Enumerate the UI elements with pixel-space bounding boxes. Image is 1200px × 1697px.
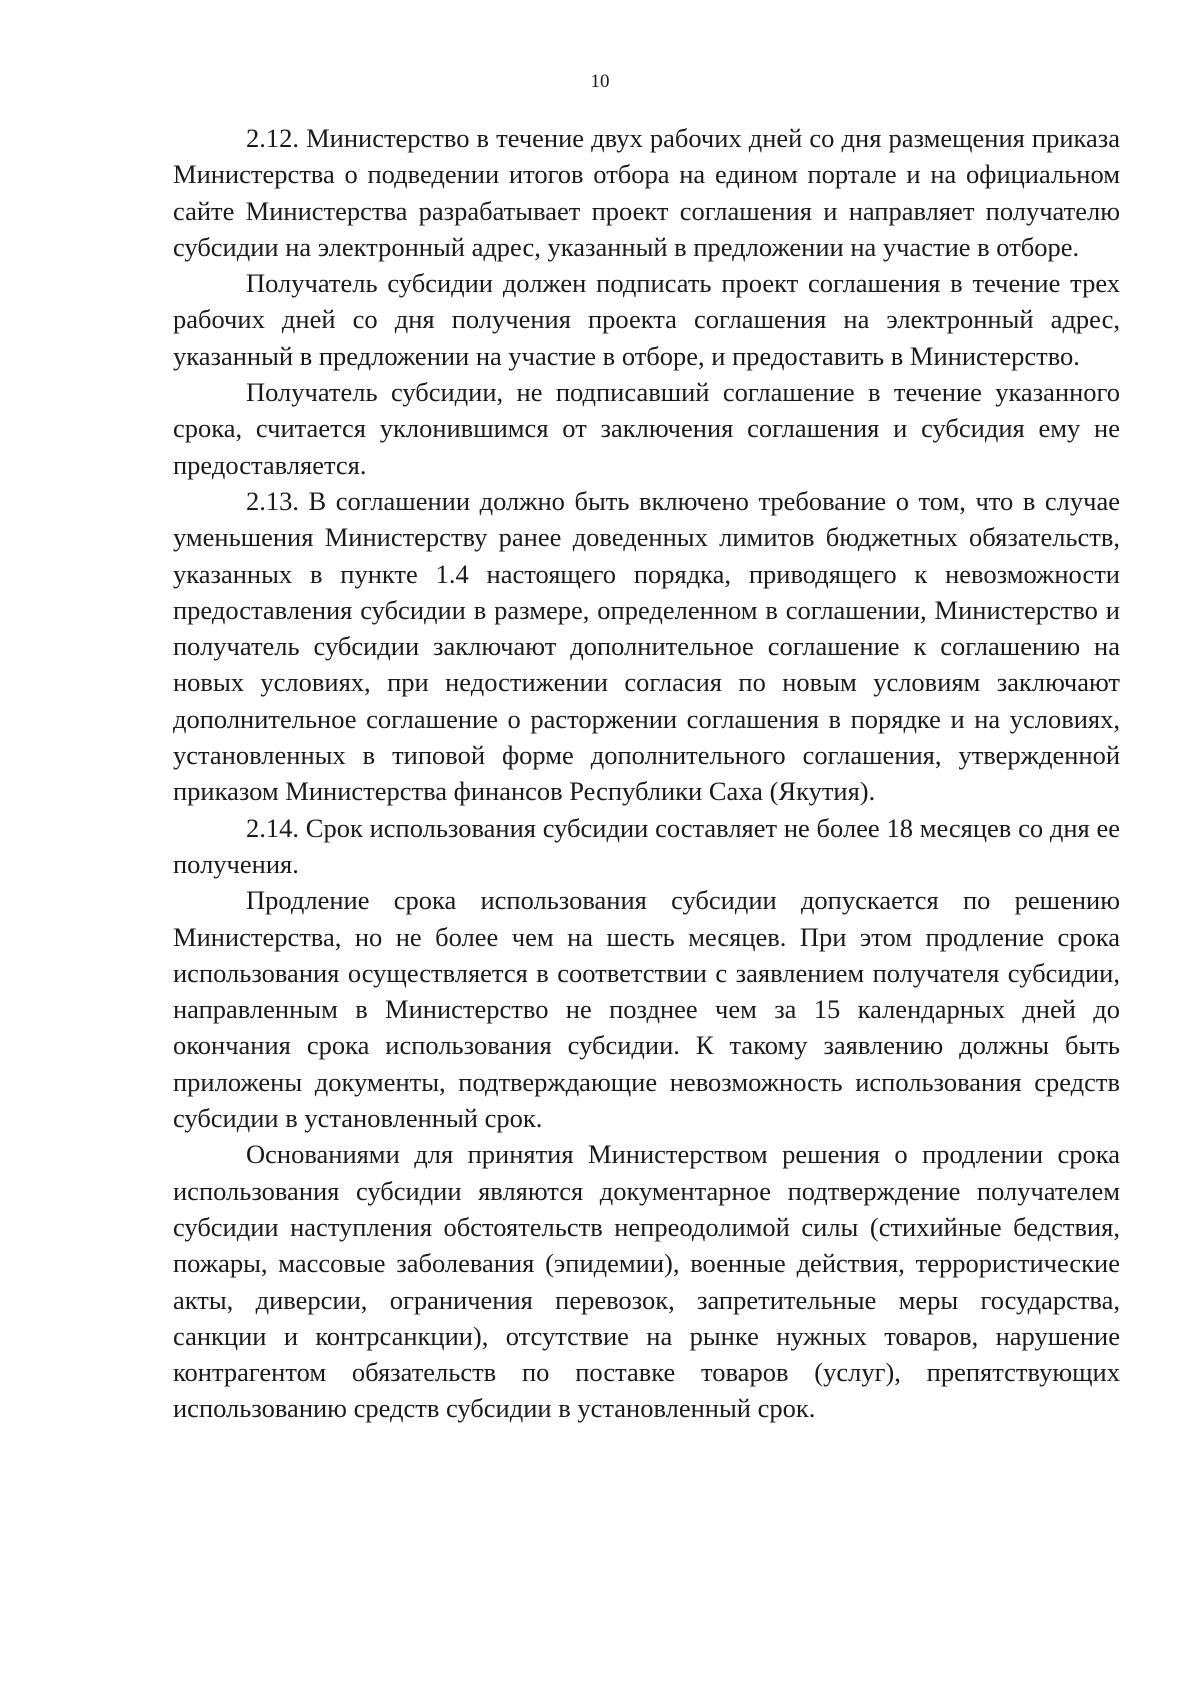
paragraph-signing-deadline: Получатель субсидии должен подписать проект соглашения в течение трех рабочих дней со дня получения проекта соглашения на электронный адрес, указанный в предложении на участие в отборе, и предоставить в Министерство.: [173, 268, 1120, 371]
paragraph-2-12: 2.12. Министерство в течение двух рабочих дней со дня размещения приказа Министерства о подведении итогов отбора на едином портале и на официальном сайте Министерства разрабатывает проект соглашения и направляет получателю субсидии на электронный адрес, указанный в предложении на участие в отборе.: [173, 123, 1120, 262]
document-body: [173, 120, 1120, 1427]
paragraph-extension-grounds: Основаниями для принятия Министерством решения о продлении срока использования субсидии являются документарное подтверждение получателем субсидии наступления обстоятельств непреодолимой силы (стихийные бедствия, пожары, массовые заболевания (эпидемии), военные действия, террористические акты, диверсии, ограничения перевозок, запретительные меры государства, санкции и контрсанкции), отсутствие на рынке нужных товаров, нарушение контрагентом обязательств по поставке товаров (услуг), препятствующих использованию средств субсидии в установленный срок.: [173, 1139, 1120, 1424]
paragraph-evasion: Получатель субсидии, не подписавший соглашение в течение указанного срока, считается уклонившимся от заключения соглашения и субсидия ему не предоставляется.: [173, 377, 1120, 480]
paragraph-2-14: 2.14. Срок использования субсидии составляет не более 18 месяцев со дня ее получения.: [173, 812, 1120, 879]
page-number: 10: [590, 71, 610, 92]
paragraph-2-13: 2.13. В соглашении должно быть включено требование о том, что в случае уменьшения Министерству ранее доведенных лимитов бюджетных обязательств, указанных в пункте 1.4 настоящего порядка, приводящего к невозможности предоставления субсидии в размере, определенном в соглашении, Министерство и получатель субсидии заключают дополнительное соглашение к соглашению на новых условиях, при недостижении согласия по новым условиям заключают дополнительное соглашение о расторжении соглашения в порядке и на условиях, установленных в типовой форме дополнительного соглашения, утвержденной приказом Министерства финансов Республики Саха (Якутия).: [173, 485, 1120, 807]
paragraph-term-extension: Продление срока использования субсидии допускается по решению Министерства, но не более чем на шесть месяцев. При этом продление срока использования осуществляется в соответствии с заявлением получателя субсидии, направленным в Министерство не позднее чем за 15 календарных дней до окончания срока использования субсидии. К такому заявлению должны быть приложены документы, подтверждающие невозможность использования средств субсидии в установленный срок.: [173, 885, 1120, 1134]
